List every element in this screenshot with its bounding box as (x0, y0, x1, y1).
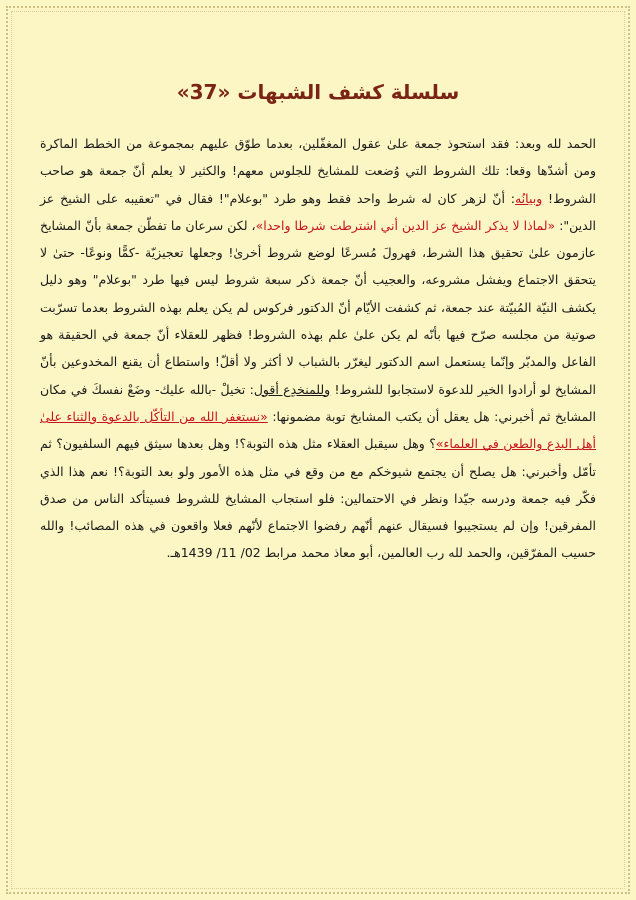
text-segment: ، لكن سرعان ما تفطّن جمعة بأنّ المشايخ عازمون علىٰ تحقيق هذا الشرط، فهرولَ مُسرعًا لوضع شروط أخرىٰ! وجعلها تعجيزيّة -كمًّا ونوعًا- حتىٰ لا يتحقق الاجتماع ويفشل مشروعه، والعجيب أنّ جمعة ذكر سبعة شروط ليس فيها طرد "بوعلام" وهو دليل يكشف النيّة المُبيّتة عند جمعة، ثم كشفت الأيّام أنّ الدكتور فركوس لم يكن يعلم بهذه الشروط بعدما تسرّبت صوتية من مجلسه صرّح فيها بأنّه لم يكن علىٰ علم بهذه الشروط! فظهر للعقلاء أنّ جمعة في الحقيقة هو الفاعل والمدبّر وإنّما يستعمل اسم الدكتور ليغرّر بالشباب لا أكثر ولا أقلّ! واستطاع أن يقنع المخدوعين بأنّ المشايخ لو أرادوا الخير للدعوة لاستجابوا للشروط! (40, 217, 596, 397)
highlighted-quote: «لماذا لا يذكر الشيخ عز الدين أني اشترطت شرطا واحدا» (255, 217, 556, 233)
article-body (40, 130, 596, 567)
text-segment: ؟ وهل سيقبل العقلاء مثل هذه التوبة؟! (230, 436, 436, 452)
highlighted-underlined-quote: «نستغفر الله من التأكّل بالدعوة والثناء علىٰ أهل البدع والطعن في العلماء» (40, 408, 596, 452)
text-segment: الحمد لله وبعد: فقد استحوذ جمعة علىٰ عقول المغفّلين، بعدما طوّق عليهم بمجموعة من الخطط الماكرة ومن أشدّها وقعا: تلك الشروط التي وُضعت للمشايخ للجلوس معهم! والكثير لا يعلم أنّ جمعة هو صاحب الشروط! (40, 136, 596, 206)
text-segment: وهل بعدها سيثق فيهم السلفيون؟ ثم تأمّل وأخبرني: هل يصلح أن يجتمع شيوخكم مع من وقع في مثل هذه الأمور ولو بعد التوبة؟! نعم هذا الذي فكّر فيه جمعة ودرسه جيّدا ونظر في الاحتمالين: فلو استجاب المشايخ للشروط فسيتأكد الناس من صدق المفرقين! وإن لم يستجيبوا فسيقال عنهم أنّهم رفضوا الاجتماع لأنّهم فعلا واقعون في هذه المصائب! والله حسيب المفرّقين، والحمد لله رب العالمين، أبو معاذ محمد مرابط 02/ 11/ 1439هـ. (40, 436, 596, 561)
highlighted-underlined-text: وبيانُه (514, 190, 543, 206)
underlined-text: وللمنخدِع أقول (253, 381, 331, 397)
text-segment: : تخيلْ -بالله عليك- وضَعْ نفسكَ في مكان المشايخ ثم أخبرني: هل يعقل أن يكتب المشايخ توبة مضمونها: (40, 381, 596, 424)
page-title: سلسلة كشف الشبهات «37» (176, 80, 460, 104)
article-paragraph (40, 130, 596, 567)
text-segment: : أنّ لزهر كان له شرط واحد فقط وهو طرد "بوعلام"! فقال في "تعقيبه على الشيخ عز الدين": (40, 190, 597, 233)
